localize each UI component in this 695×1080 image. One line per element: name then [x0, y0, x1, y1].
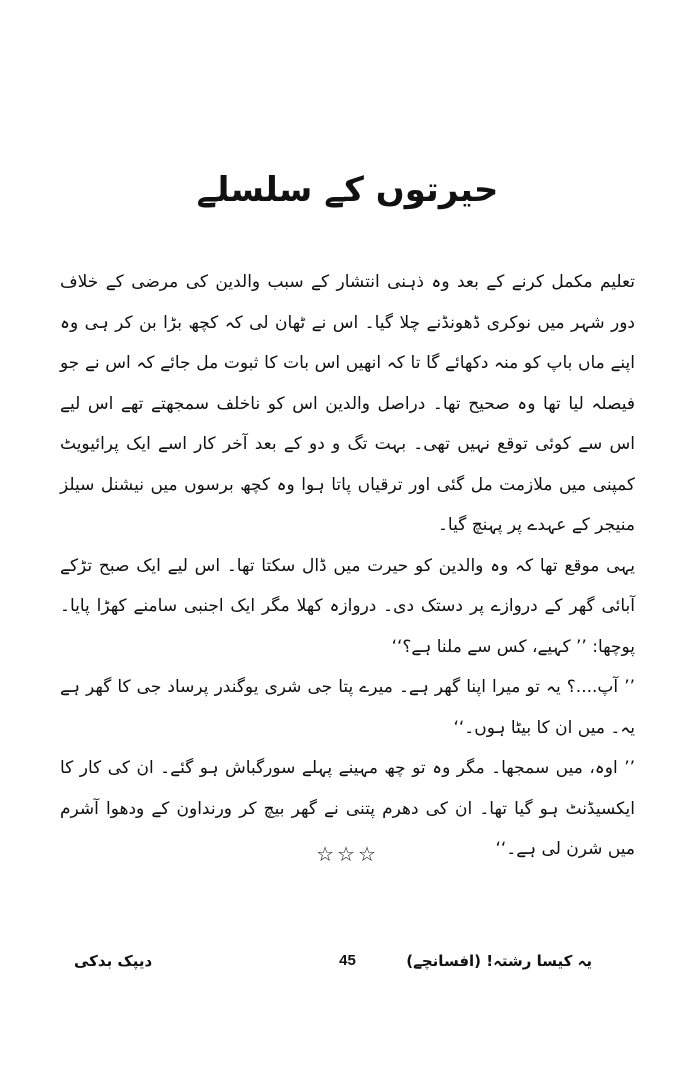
- page-number: 45: [339, 952, 356, 969]
- paragraph-4: ’’ اوہ، میں سمجھا۔ مگر وہ تو چھ مہینے پہلے سورگباش ہو گئے۔ ان کی کار کا ایکسیڈنٹ ہو گیا تھا۔ ان کی دھرم پتنی نے گھر بیچ کر ورنداون کے ودھوا آشرم میں شرن لی ہے۔‘‘: [60, 758, 635, 859]
- section-separator-stars: ☆☆☆: [316, 842, 379, 866]
- footer-book-title: یہ کیسا رشتہ! (افسانچے): [406, 952, 592, 970]
- footer-author: دیپک بدکی: [74, 952, 153, 970]
- paragraph-3: ’’ آپ....؟ یہ تو میرا اپنا گھر ہے۔ میرے پتا جی شری یوگندر پرساد جی کا گھر ہے یہ۔ میں ان کا بیٹا ہوں۔‘‘: [60, 677, 635, 738]
- story-body: [60, 262, 635, 870]
- paragraph-2: یہی موقع تھا کہ وہ والدین کو حیرت میں ڈال سکتا تھا۔ اس لیے ایک صبح تڑکے آبائی گھر کے دروازے پر دستک دی۔ دروازہ کھلا مگر ایک اجنبی سامنے کھڑا پایا۔ پوچھا: ’’ کہیے، کس سے ملنا ہے؟‘‘: [60, 555, 635, 657]
- story-title: حیرتوں کے سلسلے: [196, 170, 499, 210]
- paragraph-1: تعلیم مکمل کرنے کے بعد وہ ذہنی انتشار کے سبب والدین کی مرضی کے خلاف دور شہر میں نوکری ڈھونڈنے چلا گیا۔ اس نے ٹھان لی کہ کچھ بڑا بن کر ہی وہ اپنے ماں باپ کو منہ دکھائے گا تا کہ انھیں اس بات کا ثبوت مل جائے کہ اس نے جو فیصلہ لیا تھا وہ صحیح تھا۔ دراصل والدین اس کو ناخلف سمجھتے تھے اس لیے اس سے کوئی توقع نہیں تھی۔ بہت تگ و دو کے بعد آخر کار اسے ایک پرائیویٹ کمپنی میں ملازمت مل گئی اور ترقیاں پاتا ہوا وہ کچھ برسوں میں نیشنل سیلز منیجر کے عہدے پر پہنچ گیا۔: [60, 272, 635, 535]
